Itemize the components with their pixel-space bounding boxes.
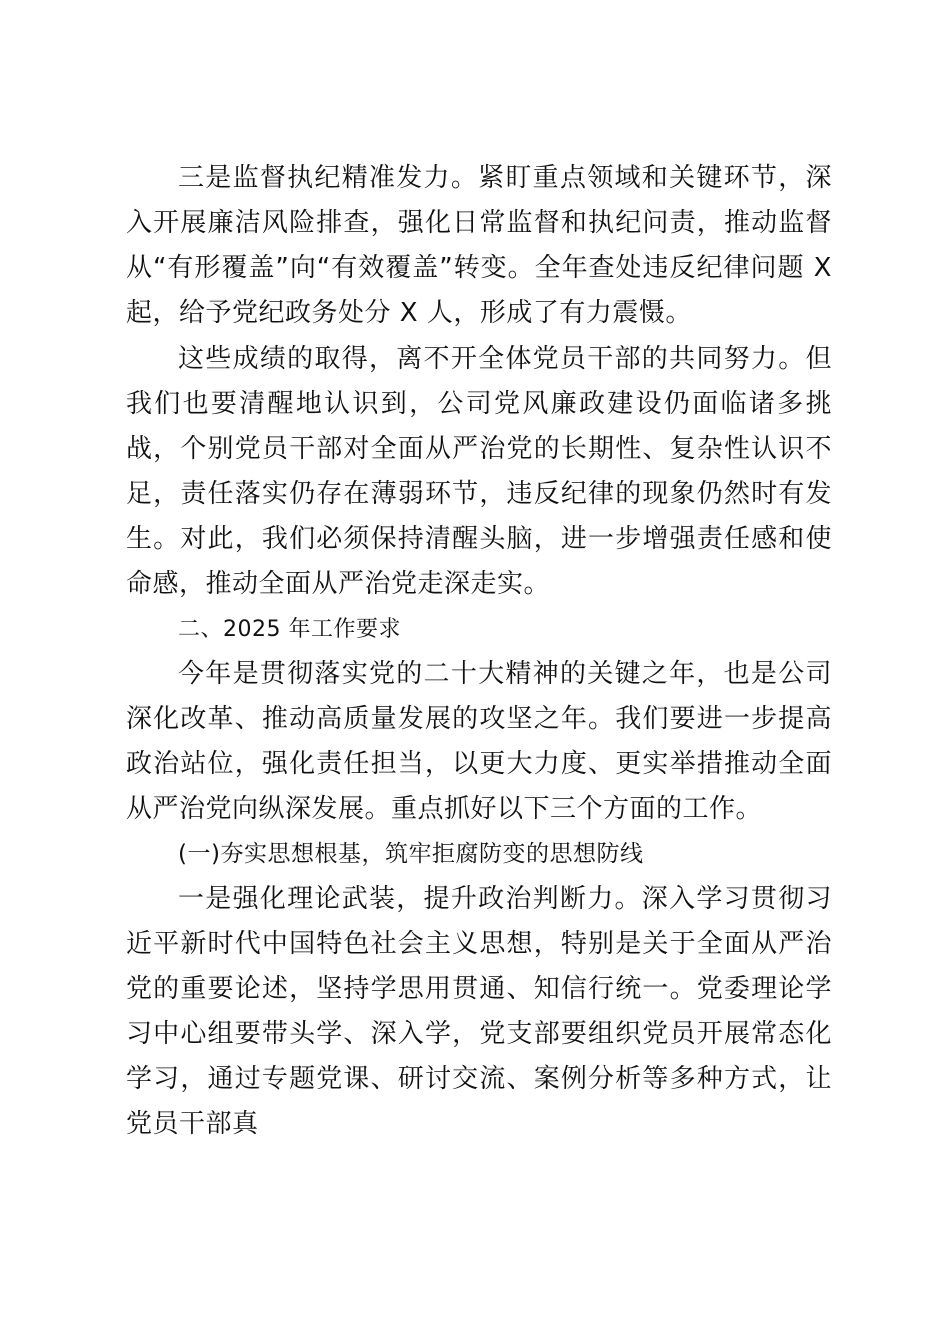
paragraph-theory-study: 一是强化理论武装，提升政治判断力。深入学习贯彻习近平新时代中国特色社会主义思想，特别是关于全面从严治党的重要论述，坚持学思用贯通、知信行统一。党委理论学习中心组要带头学、深入学，党支部要组织党员开展常态化学习，通过专题党课、研讨交流、案例分析等多种方式，让党员干部真: [126, 884, 832, 1139]
subsection-heading-ideology: (一)夯实思想根基，筑牢拒腐防变的思想防线: [178, 841, 644, 867]
paragraph-achievements-challenges: 这些成绩的取得，离不开全体党员干部的共同努力。但我们也要清醒地认识到，公司党风廉政建设仍面临诸多挑战，个别党员干部对全面从严治党的长期性、复杂性认识不足，责任落实仍存在薄弱环节，违反纪律的现象仍然时有发生。对此，我们必须保持清醒头脑，进一步增强责任感和使命感，推动全面从严治党走深走实。: [126, 344, 832, 599]
document-body: [126, 156, 832, 1147]
section-heading-2025-requirements: 二、2025 年工作要求: [178, 617, 401, 642]
paragraph-supervision: 三是监督执纪精准发力。紧盯重点领域和关键环节，深入开展廉洁风险排查，强化日常监督和执纪问责，推动监督从“有形覆盖”向“有效覆盖”转变。全年查处违反纪律问题 X 起，给予党纪政务处分 X 人，形成了有力震慑。: [126, 163, 832, 328]
paragraph-2025-overview: 今年是贯彻落实党的二十大精神的关键之年，也是公司深化改革、推动高质量发展的攻坚之年。我们要进一步提高政治站位，强化责任担当，以更大力度、更实举措推动全面从严治党向纵深发展。重点抓好以下三个方面的工作。: [126, 659, 832, 824]
